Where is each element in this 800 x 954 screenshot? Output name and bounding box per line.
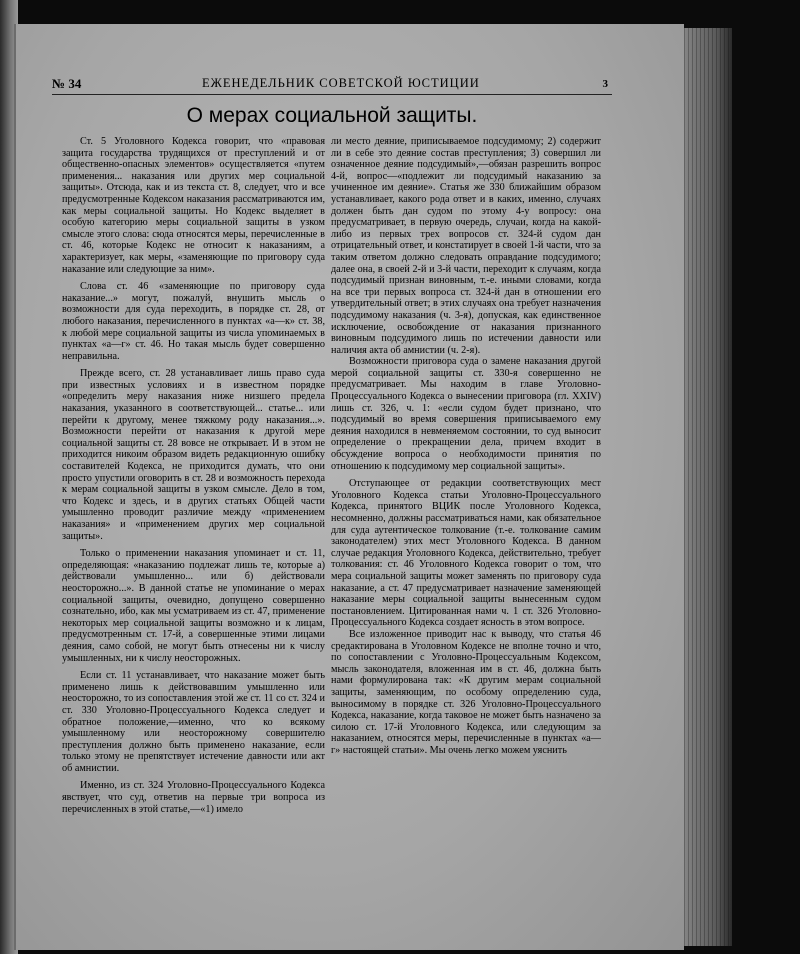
paragraph: Только о применении наказания упоминает и ст. 11, определяющая: «наказанию подлежат лишь те, которые а) действовали умышленно... или б) действовали неосторожно...». В данной статье не упоминание о мерах социальной защиты, очевидно, допущено совершенно сознательно, ибо, как мы усматриваем из ст. 47, применение некоторых мер социальной защиты возможно и к лицам, предусмотренным ст. 17-й, а совершенные этими лицами деяния, само собой, не могут быть отнесены ни к числу умышленных, ни к числу неосторожных. [62,548,325,664]
paragraph: Если ст. 11 устанавливает, что наказание может быть применено лишь к действовавшим умышленно или неосторожно, то из сопоставления этой же ст. 11 со ст. 324 и ст. 330 Уголовно-Процессуального Кодекса следует и обратное положение,—именно, что ко всякому умышленному или неосторожному совершителю преступления должно быть применено наказание, если только этому не препятствует истечение давности или акт об амнистии. [62,670,325,774]
paragraph: ли место деяние, приписываемое подсудимому; 2) содержит ли в себе это деяние состав преступления; 3) совершил ли означенное деяние подсудимый»,—обязан разрешить вопрос 4-й, вопрос—«подлежит ли подсудимый наказанию за учиненное им деяние». Статья же 330 ближайшим образом устанавливает, какого рода ответ и в каких, именно, случаях должен быть дан судом по этому 4-у вопросу: она предусматривает, в первую очередь, случаи, когда на какой-либо из первых трех вопросов ст. 324-й судом дан отрицательный ответ, и констатирует в своей 1-й части, что за таким ответом должно следовать оправдание подсудимого; далее она, в своей 2-й и 3-й части, переходит к случаям, когда подсудимый признан виновным, т.-е. иными словами, когда на все три первых вопроса ст. 324-й дан в отношении его утвердительный ответ; в этих случаях она требует назначения подсудимому наказания (ч. 3-я), допуская, как единственное исключение, освобождение от наказания признанного виновным подсудимого лишь по истечении давности или наличия акта об амнистии (ч. 2-я). [331,136,601,356]
paragraph: Возможности приговора суда о замене наказания другой мерой социальной защиты ст. 330-я совершенно не предусматривает. Мы находим в главе Уголовно-Процессуального Кодекса о вынесении приговора (гл. XXIV) лишь ст. 326, ч. 1: «если судом будет признано, что подсудимый во время совершения приписываемого ему деяния находился в невменяемом состоянии, то суд выносит определение о прекращении дела, причем входит в обсуждение вопроса о необходимости принятия по отношению к подсудимому мер социальной защиты». [331,356,601,472]
page-edges [680,28,732,946]
paragraph: Слова ст. 46 «заменяющие по приговору суда наказание...» могут, пожалуй, внушить мысль о возможности для суда переходить, в порядке ст. 28, от любого наказания, перечисленного в пунктах «а—к» ст. 38, к любой мере социальной защиты из числа упоминаемых в пунктах «а—г» ст. 46. Но такая мысль будет совершенно неправильна. [62,281,325,362]
left-column [62,136,325,815]
right-column [331,136,601,756]
paragraph: Прежде всего, ст. 28 устанавливает лишь право суда при известных условиях и в известном порядке «определить меру наказания ниже низшего предела наказания, указанного в соответствующей... статье... или перейти к другому, менее тяжкому роду наказания...». Возможности перейти от наказания к другой мере социальной защиты ст. 28 вовсе не открывает. И в этом не приходится никоим образом видеть редакционную ошибку составителей Кодекса, не приходится думать, что они просто упустили оговорить в ст. 28 и возможность перехода к мерам социальной защиты в узком смысле. Дело в том, что Кодекс и здесь, и в других статьях Общей части умышленно проводит различие между «применением наказания» и «применением других мер социальной защиты». [62,368,325,542]
paragraph: Отступающее от редакции соответствующих мест Уголовного Кодекса статьи Уголовно-Процессуального Кодекса, принятого ВЦИК после Уголовного Кодекса, несомненно, должны рассматриваться нами, как обязательное для суда аутентическое толкование (т.-е. толкование самим законодателем) этих мест Уголовного Кодекса. В данном случае редакция Уголовного Кодекса, действительно, требует толкования: ст. 46 Уголовного Кодекса говорит о том, что мера социальной защиты может заменять по приговору суда наказание, а ст. 47 предусматривает назначение заменяющей наказание меры социальной защиты вынесенным судом постановлением. Цитированная нами ч. 1 ст. 326 Уголовно-Процессуального Кодекса создает ясность в этом вопросе. [331,478,601,629]
running-header [52,76,612,95]
paragraph: Ст. 5 Уголовного Кодекса говорит, что «правовая защита государства трудящихся от преступлений и от общественно-опасных элементов» осуществляется «путем применения... наказания или других мер социальной защиты». Отсюда, как и из текста ст. 8, следует, что и все предусмотренные Кодексом наказания рассматриваются им, как меры социальной защиты. Но Кодекс выделяет в особую категорию меры социальной защиты в узком смысле этого слова: сюда относятся меры, перечисленные в ст. 46, которые Кодекс не относит к наказаниям, а характеризует, как меры, «заменяющие по приговору суда наказание или следующие за ним». [62,136,325,275]
journal-title: ЕЖЕНЕДЕЛЬНИК СОВЕТСКОЙ ЮСТИЦИИ [202,76,480,90]
paragraph: Все изложенное приводит нас к выводу, что статья 46 средактирована в Уголовном Кодексе не вполне точно и что, по сопоставлении с Уголовно-Процессуальным Кодексом, мысль законодателя, вложенная им в ст. 46, должна быть нами формулирована так: «К другим мерам социальной защиты, заменяющим, по особому определению суда, выносимому в порядке ст. 326 Уголовно-Процессуального Кодекса, наказание, когда таковое не может быть назначено за силою ст. 17-й Уголовного Кодекса, или следующим за наказанием, относятся меры, перечисленные в пунктах «а—г» настоящей статьи». Мы очень легко можем уяснить [331,628,601,756]
page-number: 3 [602,78,608,90]
issue-number: № 34 [52,76,82,91]
article-title: О мерах социальной защиты. [186,104,478,127]
paragraph: Именно, из ст. 324 Уголовно-Процессуального Кодекса явствует, что суд, ответив на первые три вопроса из перечисленных в этой статье,—«1) имело [62,780,325,815]
